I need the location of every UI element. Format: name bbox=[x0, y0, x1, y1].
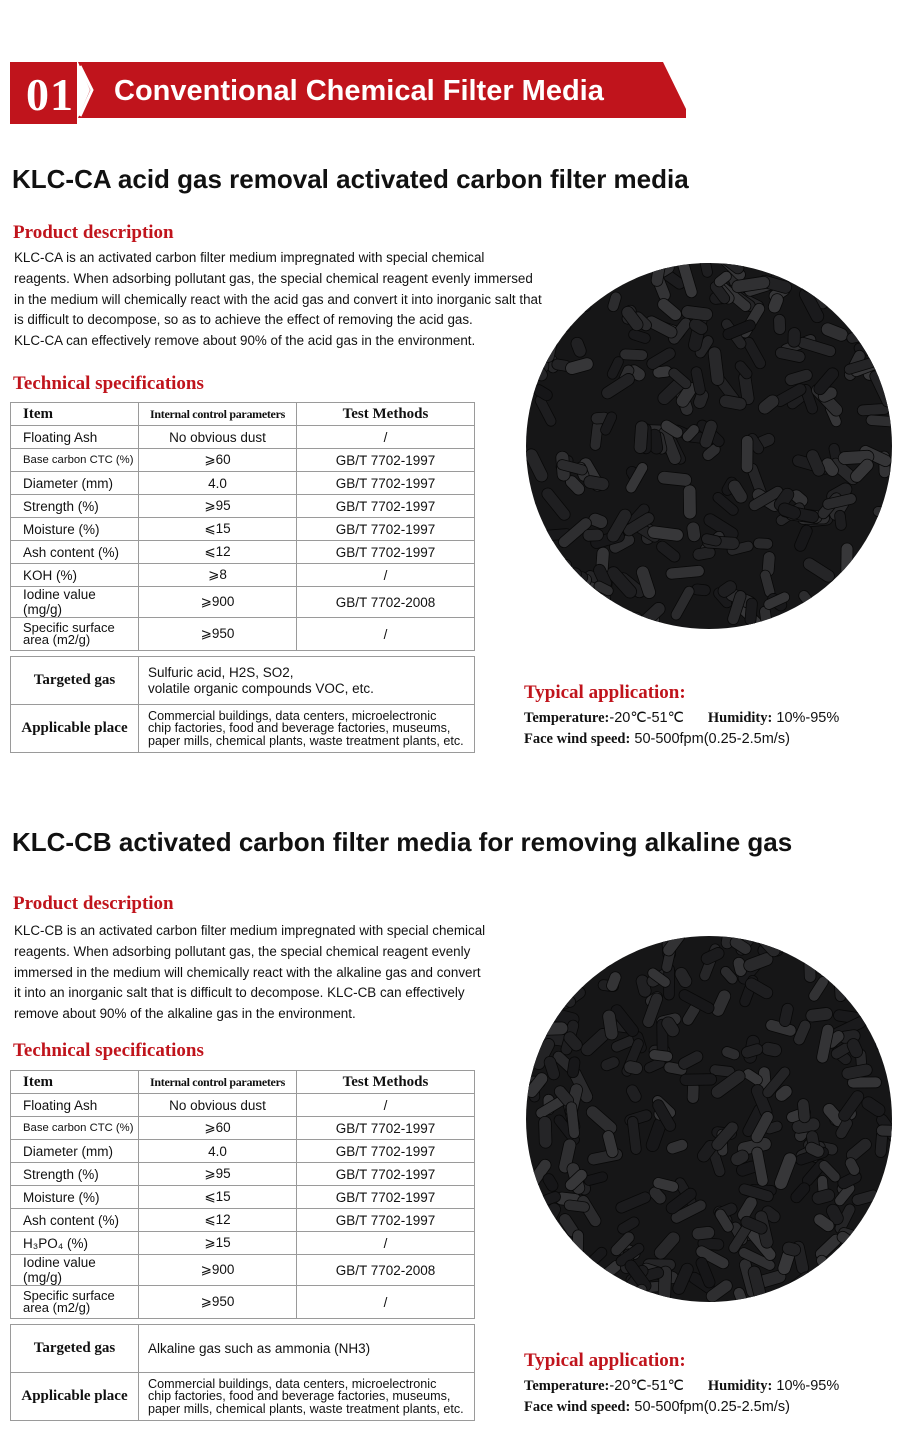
spec-item: Moisture (%) bbox=[11, 1186, 139, 1209]
carbon-pellet bbox=[788, 327, 801, 347]
carbon-pellet bbox=[840, 293, 865, 307]
humidity-label: Humidity: bbox=[707, 710, 773, 726]
spec-method: / bbox=[297, 1232, 475, 1255]
carbon-pellet bbox=[835, 949, 861, 968]
carbon-pellet bbox=[631, 600, 668, 629]
typical-application-heading: Typical application: bbox=[524, 1350, 686, 1371]
spec-item: Floating Ash bbox=[11, 1094, 139, 1117]
typical-wind-line bbox=[524, 1399, 790, 1416]
typical-conditions-line bbox=[524, 710, 839, 727]
applicable-place-line: chip factories, food and beverage factories, museums, bbox=[148, 1389, 451, 1404]
spec-value: ⩾95 bbox=[139, 1163, 297, 1186]
spec-value: 4.0 bbox=[139, 472, 297, 495]
carbon-pellet bbox=[858, 941, 892, 969]
table-row bbox=[11, 495, 475, 518]
spec-method: GB/T 7702-1997 bbox=[297, 1163, 475, 1186]
targeted-gas-label: Targeted gas bbox=[11, 1325, 139, 1373]
description-heading: Product description bbox=[13, 222, 174, 243]
carbon-pellet bbox=[669, 584, 696, 621]
carbon-pellet bbox=[533, 593, 549, 621]
carbon-pellet bbox=[873, 1207, 892, 1236]
spec-value: ⩾60 bbox=[139, 449, 297, 472]
table-row bbox=[11, 541, 475, 564]
carbon-pellet bbox=[551, 558, 573, 574]
applicable-place-label: Applicable place bbox=[11, 1373, 139, 1421]
table-row bbox=[11, 1140, 475, 1163]
carbon-pellet bbox=[840, 591, 862, 607]
carbon-pellet bbox=[811, 1188, 836, 1206]
description-line: remove about 90% of the alkaline gas in the environment. bbox=[14, 1006, 356, 1022]
column-header-parameters: Internal control parameters bbox=[139, 1071, 297, 1094]
temperature-label: Temperature: bbox=[524, 710, 610, 726]
carbon-pellet bbox=[707, 346, 724, 386]
carbon-pellet bbox=[575, 954, 613, 975]
product-title: KLC-CA acid gas removal activated carbon filter media bbox=[12, 164, 689, 194]
carbon-pellets-image bbox=[526, 263, 892, 629]
carbon-pellet bbox=[586, 1245, 609, 1268]
carbon-pellet bbox=[720, 1045, 741, 1061]
spec-value: 4.0 bbox=[139, 1140, 297, 1163]
targeted-gas-value bbox=[139, 1325, 475, 1373]
carbon-pellet bbox=[830, 582, 870, 609]
carbon-pellet bbox=[558, 1284, 585, 1302]
carbon-pellet bbox=[563, 570, 590, 603]
carbon-pellet bbox=[834, 971, 847, 1002]
spec-heading: Technical specifications bbox=[13, 373, 204, 394]
wind-speed-value: 50-500fpm(0.25-2.5m/s) bbox=[634, 1399, 790, 1415]
section-banner bbox=[10, 62, 686, 124]
spec-value: ⩾15 bbox=[139, 1232, 297, 1255]
table-row bbox=[11, 1094, 475, 1117]
carbon-pellet bbox=[793, 523, 814, 553]
carbon-pellet bbox=[533, 1252, 564, 1272]
spec-value: No obvious dust bbox=[139, 1094, 297, 1117]
table-row bbox=[11, 564, 475, 587]
wind-speed-value: 50-500fpm(0.25-2.5m/s) bbox=[634, 731, 790, 747]
application-table bbox=[10, 656, 475, 753]
applicable-place-row bbox=[11, 705, 475, 753]
description-line: reagents. When adsorbing pollutant gas, the special chemical reagent evenly immersed bbox=[14, 270, 533, 286]
spec-value: ⩽15 bbox=[139, 1186, 297, 1209]
table-row bbox=[11, 426, 475, 449]
applicable-place-value bbox=[139, 705, 475, 753]
carbon-pellet bbox=[805, 267, 827, 291]
carbon-pellet bbox=[564, 356, 595, 376]
temperature-value: -20℃-51℃ bbox=[609, 1378, 684, 1394]
description-line: KLC-CB is an activated carbon filter medium impregnated with special chemical bbox=[14, 923, 486, 938]
description-line: KLC-CA can effectively remove about 90% of the acid gas in the environment. bbox=[14, 333, 476, 349]
description-line: in the medium will chemically react with the acid gas and convert it into inorganic salt that bbox=[14, 291, 542, 307]
carbon-pellet bbox=[572, 1230, 584, 1269]
carbon-pellet bbox=[834, 510, 847, 531]
applicable-place-value bbox=[139, 1373, 475, 1421]
spec-method: GB/T 7702-1997 bbox=[297, 1117, 475, 1140]
carbon-pellet bbox=[875, 1038, 892, 1054]
spec-item: KOH (%) bbox=[11, 564, 139, 587]
carbon-pellet bbox=[526, 1265, 540, 1295]
carbon-pellet bbox=[569, 942, 603, 965]
carbon-pellet bbox=[859, 272, 883, 301]
carbon-pellet bbox=[560, 1259, 596, 1291]
carbon-pellet bbox=[599, 1055, 621, 1072]
carbon-pellet bbox=[871, 1012, 892, 1032]
spec-item: Strength (%) bbox=[11, 1163, 139, 1186]
targeted-gas-row bbox=[11, 657, 475, 705]
carbon-pellet bbox=[877, 1199, 892, 1218]
column-header-item: Item bbox=[11, 403, 139, 426]
carbon-pellet bbox=[590, 420, 604, 450]
humidity-value: 10%-95% bbox=[776, 710, 840, 726]
carbon-pellet bbox=[841, 543, 853, 576]
spec-item: Moisture (%) bbox=[11, 518, 139, 541]
wind-speed-label: Face wind speed: bbox=[524, 731, 631, 747]
carbon-pellet bbox=[846, 328, 879, 345]
description-heading: Product description bbox=[13, 893, 174, 914]
spec-item: Specific surface area (m2/g) bbox=[11, 618, 139, 651]
description-line: reagents. When adsorbing pollutant gas, the special chemical reagent evenly bbox=[14, 943, 471, 959]
spec-item: Specific surface area (m2/g) bbox=[11, 1286, 139, 1319]
spec-item: Floating Ash bbox=[11, 426, 139, 449]
product-description bbox=[14, 921, 566, 1025]
carbon-pellet bbox=[803, 946, 816, 982]
carbon-pellet bbox=[824, 609, 843, 629]
carbon-pellet bbox=[855, 605, 876, 621]
carbon-pellet bbox=[840, 936, 862, 950]
carbon-pellet bbox=[550, 565, 584, 601]
carbon-pellet bbox=[876, 1125, 892, 1137]
spec-value: ⩽12 bbox=[139, 1209, 297, 1232]
spec-method: / bbox=[297, 618, 475, 651]
carbon-pellet bbox=[797, 588, 826, 621]
carbon-pellet bbox=[880, 338, 892, 373]
table-row bbox=[11, 618, 475, 651]
spec-item: Ash content (%) bbox=[11, 1209, 139, 1232]
spec-item: Ash content (%) bbox=[11, 541, 139, 564]
table-header-row bbox=[11, 403, 475, 426]
spec-item: Diameter (mm) bbox=[11, 472, 139, 495]
carbon-pellet bbox=[820, 281, 840, 303]
wind-speed-label: Face wind speed: bbox=[524, 1399, 631, 1415]
carbon-pellet bbox=[710, 988, 733, 1018]
spec-value: ⩾60 bbox=[139, 1117, 297, 1140]
spec-value: ⩽12 bbox=[139, 541, 297, 564]
carbon-pellet bbox=[745, 598, 758, 626]
carbon-pellet bbox=[526, 447, 550, 484]
description-line: is difficult to decompose, so as to achieve the effect of removing the acid gas. bbox=[14, 312, 473, 328]
table-row bbox=[11, 1163, 475, 1186]
carbon-pellet bbox=[554, 592, 579, 621]
table-header-row bbox=[11, 1071, 475, 1094]
carbon-pellet bbox=[652, 1229, 683, 1261]
carbon-pellet bbox=[665, 565, 704, 580]
carbon-pellet bbox=[801, 556, 837, 585]
product-title: KLC-CB activated carbon filter media for removing alkaline gas bbox=[12, 827, 793, 857]
carbon-pellet bbox=[563, 615, 577, 629]
spec-value: ⩾900 bbox=[139, 1255, 297, 1286]
spec-method: / bbox=[297, 1094, 475, 1117]
spec-method: / bbox=[297, 1286, 475, 1319]
spec-item: Base carbon CTC (%) bbox=[11, 1117, 139, 1140]
carbon-pellet bbox=[599, 371, 636, 401]
carbon-pellet bbox=[855, 305, 892, 326]
spec-item: H₃PO₄ (%) bbox=[11, 1232, 139, 1255]
spec-table bbox=[10, 1070, 475, 1319]
spec-value: ⩾950 bbox=[139, 1286, 297, 1319]
carbon-pellet bbox=[634, 421, 649, 454]
carbon-pellet bbox=[740, 1042, 764, 1059]
applicable-place-line: Commercial buildings, data centers, microelectronic bbox=[148, 708, 437, 723]
carbon-pellet bbox=[614, 1190, 652, 1215]
carbon-pellet bbox=[616, 263, 630, 278]
carbon-pellet bbox=[604, 612, 642, 625]
carbon-pellet bbox=[593, 614, 627, 629]
spec-value: ⩾95 bbox=[139, 495, 297, 518]
activated-carbon-photo bbox=[526, 936, 892, 1302]
spec-method: GB/T 7702-1997 bbox=[297, 1140, 475, 1163]
carbon-pellet bbox=[607, 291, 623, 313]
carbon-pellet bbox=[800, 263, 828, 294]
carbon-pellet bbox=[624, 461, 650, 495]
table-row bbox=[11, 1232, 475, 1255]
carbon-pellet bbox=[819, 321, 849, 343]
carbon-pellet bbox=[657, 471, 692, 487]
carbon-pellet bbox=[854, 1263, 880, 1289]
carbon-pellet bbox=[783, 610, 812, 629]
spec-value: ⩾8 bbox=[139, 564, 297, 587]
carbon-pellet bbox=[683, 485, 696, 519]
carbon-pellet bbox=[605, 970, 623, 993]
carbon-pellet bbox=[871, 607, 886, 629]
table-row bbox=[11, 449, 475, 472]
carbon-pellet bbox=[526, 360, 540, 386]
carbon-pellet bbox=[797, 1098, 811, 1123]
carbon-pellet bbox=[778, 1002, 794, 1027]
carbon-pellet bbox=[539, 486, 572, 523]
carbon-pellet bbox=[526, 498, 536, 519]
carbon-pellet bbox=[624, 1083, 643, 1104]
carbon-pellet bbox=[569, 336, 588, 359]
carbon-pellet bbox=[853, 287, 887, 315]
carbon-pellet bbox=[834, 596, 849, 627]
carbon-pellet bbox=[629, 1283, 648, 1302]
spec-item: Diameter (mm) bbox=[11, 1140, 139, 1163]
activated-carbon-photo bbox=[526, 263, 892, 629]
carbon-pellet bbox=[859, 602, 880, 629]
carbon-pellet bbox=[620, 349, 648, 361]
spec-method: GB/T 7702-1997 bbox=[297, 495, 475, 518]
applicable-place-line: chip factories, food and beverage factories, museums, bbox=[148, 721, 451, 736]
targeted-gas-label: Targeted gas bbox=[11, 657, 139, 705]
carbon-pellet bbox=[866, 540, 892, 559]
carbon-pellet bbox=[805, 1007, 833, 1023]
spec-method: GB/T 7702-2008 bbox=[297, 1255, 475, 1286]
carbon-pellet bbox=[564, 263, 601, 285]
column-header-parameters: Internal control parameters bbox=[139, 403, 297, 426]
product-description bbox=[14, 248, 566, 352]
humidity-label: Humidity: bbox=[707, 1378, 773, 1394]
applicable-place-label: Applicable place bbox=[11, 705, 139, 753]
carbon-pellet bbox=[526, 556, 547, 580]
applicable-place-line: Commercial buildings, data centers, microelectronic bbox=[148, 1376, 437, 1391]
targeted-gas-row bbox=[11, 1325, 475, 1373]
table-row bbox=[11, 1209, 475, 1232]
spec-value: No obvious dust bbox=[139, 426, 297, 449]
carbon-pellet bbox=[680, 1074, 717, 1086]
spec-value: ⩾900 bbox=[139, 587, 297, 618]
spec-method: / bbox=[297, 564, 475, 587]
column-header-test-methods: Test Methods bbox=[297, 1071, 475, 1094]
carbon-pellet bbox=[537, 554, 557, 582]
carbon-pellet bbox=[676, 1049, 704, 1071]
typical-conditions-line bbox=[524, 1378, 839, 1395]
carbon-pellet bbox=[583, 529, 604, 542]
carbon-pellet bbox=[773, 314, 785, 335]
spec-method: GB/T 7702-1997 bbox=[297, 472, 475, 495]
carbon-pellet bbox=[858, 1221, 887, 1255]
carbon-pellet bbox=[564, 956, 578, 987]
carbon-pellet bbox=[583, 475, 610, 492]
carbon-pellet bbox=[526, 559, 547, 576]
carbon-pellet bbox=[827, 1257, 851, 1291]
carbon-pellet bbox=[760, 1041, 782, 1058]
table-row bbox=[11, 1255, 475, 1286]
carbon-pellet bbox=[673, 965, 695, 990]
carbon-pellet bbox=[665, 1138, 689, 1155]
carbon-pellet bbox=[866, 415, 892, 428]
table-row bbox=[11, 1186, 475, 1209]
carbon-pellet bbox=[584, 1103, 619, 1136]
carbon-pellet bbox=[835, 1229, 874, 1260]
applicable-place-row bbox=[11, 1373, 475, 1421]
table-row bbox=[11, 518, 475, 541]
banner-number: 01 bbox=[26, 69, 74, 120]
spec-table bbox=[10, 402, 475, 651]
carbon-pellet bbox=[831, 965, 849, 991]
targeted-gas-line: Alkaline gas such as ammonia (NH3) bbox=[148, 1340, 371, 1356]
description-line: KLC-CA is an activated carbon filter medium impregnated with special chemical bbox=[14, 250, 485, 265]
carbon-pellet bbox=[594, 263, 616, 284]
carbon-pellet bbox=[698, 263, 714, 278]
spec-method: GB/T 7702-1997 bbox=[297, 541, 475, 564]
temperature-label: Temperature: bbox=[524, 1378, 610, 1394]
table-row bbox=[11, 1117, 475, 1140]
column-header-test-methods: Test Methods bbox=[297, 403, 475, 426]
carbon-pellet bbox=[773, 1151, 799, 1191]
spec-item: Base carbon CTC (%) bbox=[11, 449, 139, 472]
description-line: immersed in the medium will chemically react with the alkaline gas and convert bbox=[14, 964, 481, 980]
spec-value: ⩾950 bbox=[139, 618, 297, 651]
carbon-pellet bbox=[851, 1189, 880, 1207]
spec-item: Strength (%) bbox=[11, 495, 139, 518]
carbon-pellet bbox=[654, 539, 682, 564]
table-row bbox=[11, 587, 475, 618]
carbon-pellet bbox=[691, 1226, 715, 1241]
humidity-value: 10%-95% bbox=[776, 1378, 840, 1394]
spec-method: GB/T 7702-1997 bbox=[297, 449, 475, 472]
targeted-gas-line: Sulfuric acid, H2S, SO2, bbox=[148, 664, 294, 680]
spec-heading: Technical specifications bbox=[13, 1040, 204, 1061]
carbon-pellets-image bbox=[526, 936, 892, 1302]
carbon-pellet bbox=[547, 566, 561, 599]
carbon-pellet bbox=[857, 938, 891, 962]
carbon-pellet bbox=[791, 936, 828, 955]
spec-item: Iodine value (mg/g) bbox=[11, 1255, 139, 1286]
carbon-pellet bbox=[855, 1291, 877, 1302]
applicable-place-line: paper mills, chemical plants, waste treatment plants, etc. bbox=[148, 1401, 464, 1416]
spec-method: / bbox=[297, 426, 475, 449]
spec-method: GB/T 7702-2008 bbox=[297, 587, 475, 618]
carbon-pellet bbox=[686, 521, 701, 542]
description-line: it into an inorganic salt that is difficult to decompose. KLC-CB can effectively bbox=[14, 985, 465, 1001]
application-table bbox=[10, 1324, 475, 1421]
column-header-item: Item bbox=[11, 1071, 139, 1094]
carbon-pellet bbox=[868, 369, 892, 409]
applicable-place-line: paper mills, chemical plants, waste treatment plants, etc. bbox=[148, 733, 464, 748]
carbon-pellet bbox=[741, 435, 753, 472]
targeted-gas-value bbox=[139, 657, 475, 705]
spec-method: GB/T 7702-1997 bbox=[297, 518, 475, 541]
carbon-pellet bbox=[834, 592, 866, 629]
carbon-pellet bbox=[526, 1273, 557, 1302]
targeted-gas-line: volatile organic compounds VOC, etc. bbox=[148, 680, 374, 696]
carbon-pellet bbox=[655, 296, 684, 323]
carbon-pellet bbox=[557, 595, 580, 627]
spec-value: ⩽15 bbox=[139, 518, 297, 541]
temperature-value: -20℃-51℃ bbox=[609, 710, 684, 726]
spec-method: GB/T 7702-1997 bbox=[297, 1186, 475, 1209]
carbon-pellet bbox=[539, 1116, 553, 1148]
table-row bbox=[11, 472, 475, 495]
carbon-pellet bbox=[526, 547, 535, 586]
carbon-pellet bbox=[838, 1244, 856, 1284]
carbon-pellet bbox=[753, 538, 773, 550]
typical-wind-line bbox=[524, 731, 790, 748]
banner-title: Conventional Chemical Filter Media bbox=[114, 75, 604, 107]
typical-application-heading: Typical application: bbox=[524, 682, 686, 703]
spec-item: Iodine value (mg/g) bbox=[11, 587, 139, 618]
spec-method: GB/T 7702-1997 bbox=[297, 1209, 475, 1232]
carbon-pellet bbox=[873, 506, 892, 517]
carbon-pellet bbox=[826, 1283, 848, 1302]
table-row bbox=[11, 1286, 475, 1319]
